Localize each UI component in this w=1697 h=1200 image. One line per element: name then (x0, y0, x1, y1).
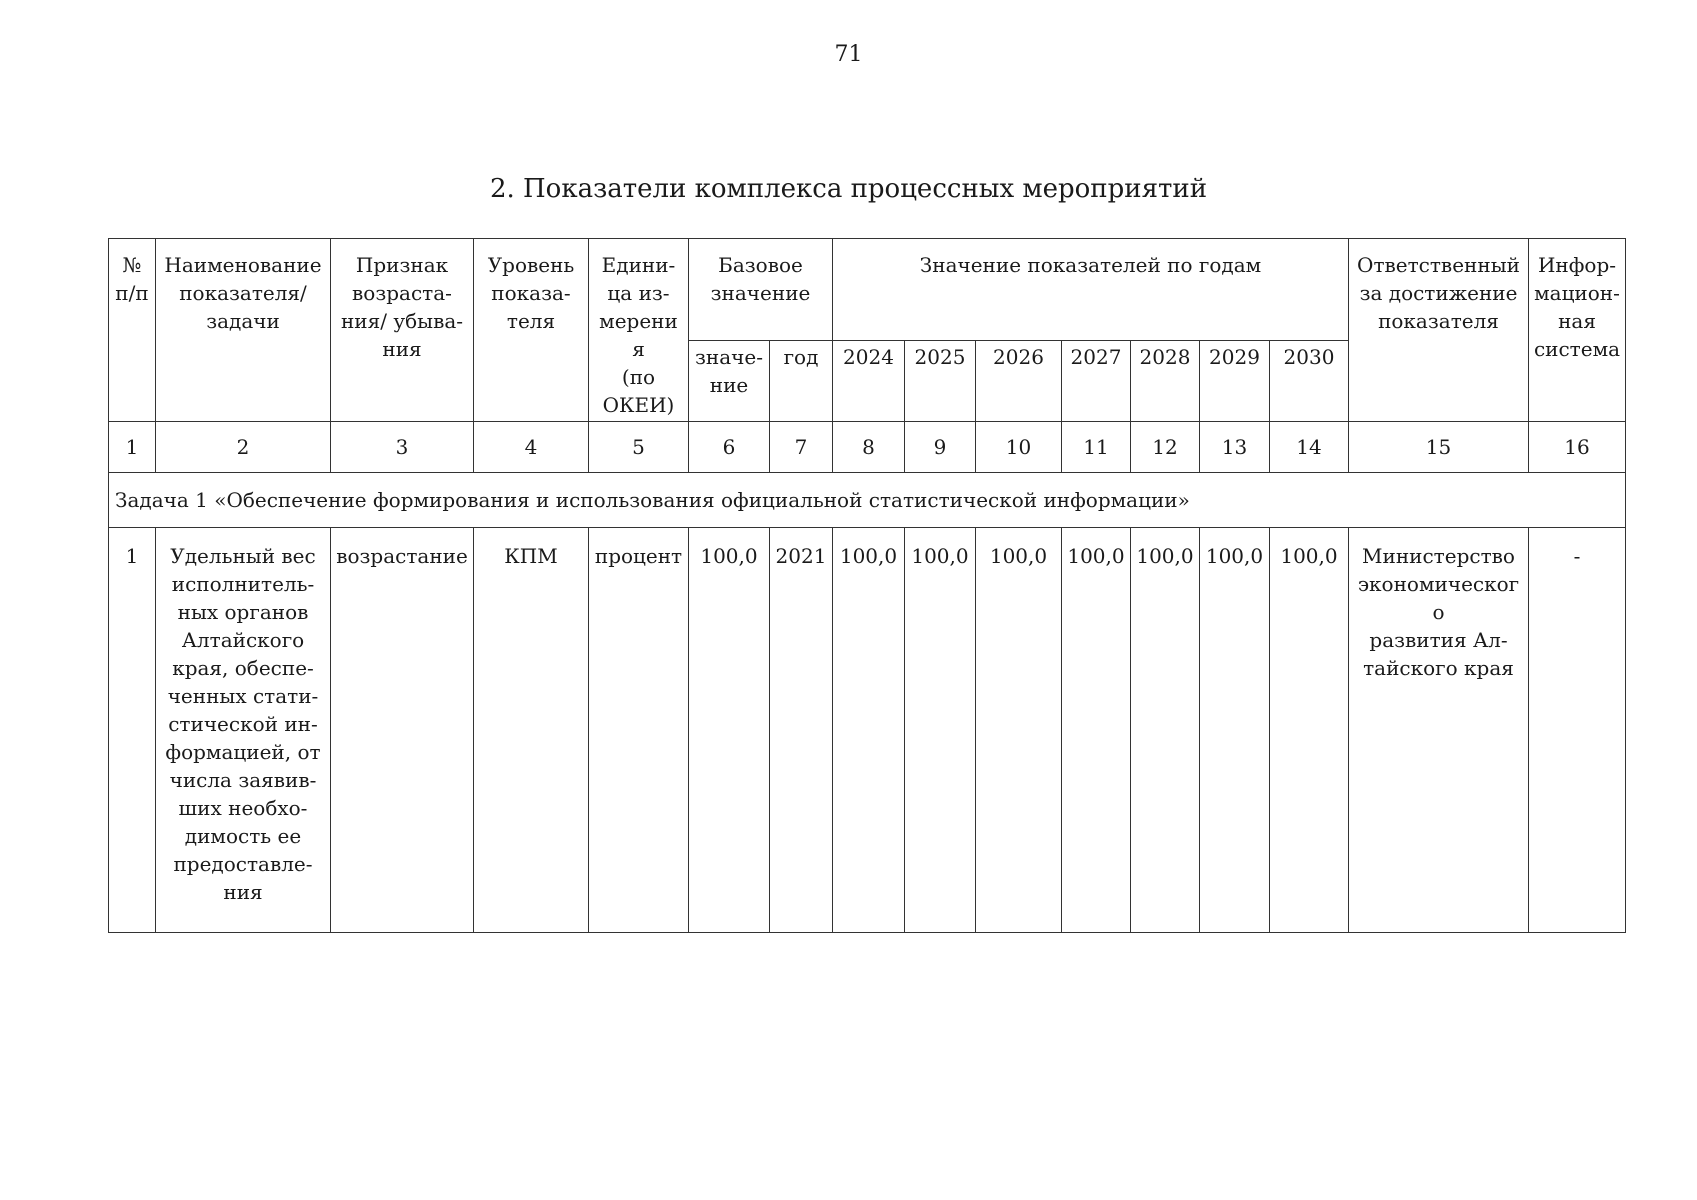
row-year-value: 100,0 (1270, 528, 1349, 933)
page-number: 71 (834, 42, 863, 67)
row-year-value: 100,0 (1200, 528, 1270, 933)
header-num: № п/п (109, 239, 156, 422)
row-level: КПМ (474, 528, 589, 933)
header-years-group: Значение показателей по годам (833, 239, 1349, 341)
task-row (109, 473, 1626, 528)
header-responsible: Ответственный за достижение показателя (1349, 239, 1529, 422)
table-row (109, 528, 1626, 933)
column-number: 6 (689, 422, 770, 473)
row-year-value: 100,0 (833, 528, 905, 933)
header-year: 2027 (1062, 341, 1131, 422)
column-number: 9 (905, 422, 976, 473)
column-number: 13 (1200, 422, 1270, 473)
row-base-value: 100,0 (689, 528, 770, 933)
header-base-group: Базовое значение (689, 239, 833, 341)
column-number: 15 (1349, 422, 1529, 473)
header-year: 2029 (1200, 341, 1270, 422)
header-year: 2028 (1131, 341, 1200, 422)
row-indicator-name: Удельный вес исполнитель- ных органов Алтайского края, обеспе- ченных стати- стической ин- формацией, от числа заявив- ших необхо- димость ее предоставле- ния (156, 528, 331, 933)
row-unit: процент (589, 528, 689, 933)
column-number: 4 (474, 422, 589, 473)
column-number: 11 (1062, 422, 1131, 473)
header-base-value: значе- ние (689, 341, 770, 422)
header-year: 2026 (976, 341, 1062, 422)
column-number: 3 (331, 422, 474, 473)
row-year-value: 100,0 (1062, 528, 1131, 933)
row-base-year: 2021 (770, 528, 833, 933)
column-number: 8 (833, 422, 905, 473)
header-info-system: Инфор- мацион- ная система (1529, 239, 1626, 422)
column-number: 1 (109, 422, 156, 473)
header-year: 2025 (905, 341, 976, 422)
task-title: Задача 1 «Обеспечение формирования и использования официальной статистической информации» (109, 473, 1626, 528)
row-trend: возрастание (331, 528, 474, 933)
row-year-value: 100,0 (905, 528, 976, 933)
header-level: Уровень показа- теля (474, 239, 589, 422)
section-title: 2. Показатели комплекса процессных мероприятий (489, 174, 1208, 204)
column-number: 16 (1529, 422, 1626, 473)
header-year: 2024 (833, 341, 905, 422)
column-number: 5 (589, 422, 689, 473)
row-year-value: 100,0 (1131, 528, 1200, 933)
header-unit: Едини- ца из- мерения (по ОКЕИ) (589, 239, 689, 422)
indicators-table (108, 238, 1626, 933)
header-base-year: год (770, 341, 833, 422)
column-number: 7 (770, 422, 833, 473)
header-trend: Признак возраста- ния/ убыва- ния (331, 239, 474, 422)
row-year-value: 100,0 (976, 528, 1062, 933)
row-info-system: - (1529, 528, 1626, 933)
header-name: Наименование показателя/ задачи (156, 239, 331, 422)
column-number-row (109, 422, 1626, 473)
row-num: 1 (109, 528, 156, 933)
header-year: 2030 (1270, 341, 1349, 422)
column-number: 14 (1270, 422, 1349, 473)
column-number: 12 (1131, 422, 1200, 473)
row-responsible: Министерство экономического развития Ал- тайского края (1349, 528, 1529, 933)
header-row-1 (109, 239, 1626, 341)
column-number: 2 (156, 422, 331, 473)
column-number: 10 (976, 422, 1062, 473)
